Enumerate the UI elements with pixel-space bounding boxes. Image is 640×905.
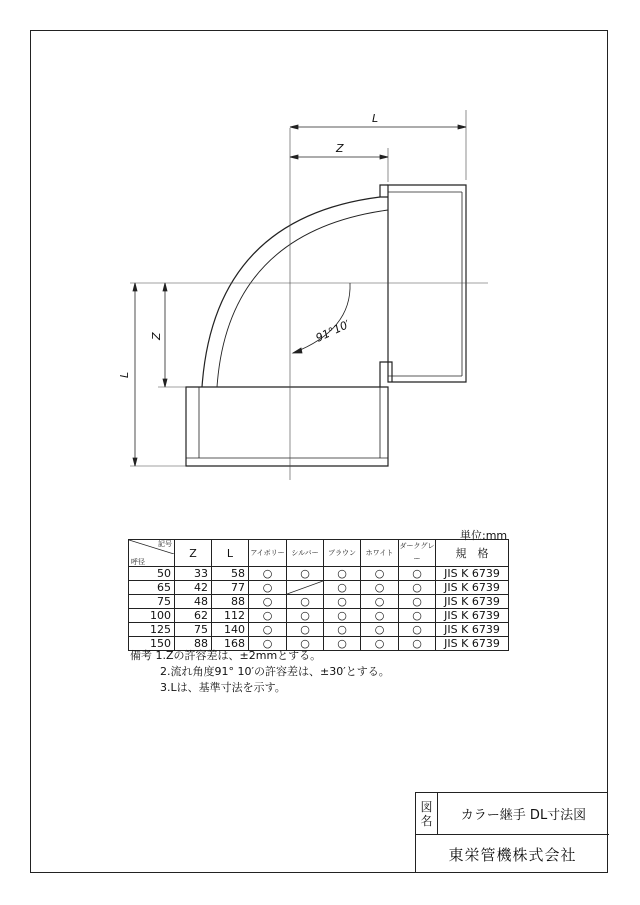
cell-white: ○ [361,623,399,637]
drawing-title: カラー継手 DL寸法図 [460,808,587,823]
cell-Z: 42 [175,581,212,595]
cell-darkgray: ○ [399,637,436,651]
cell-silver: ○ [287,623,324,637]
header-corner-top: 記号 [158,540,172,548]
cell-std: JIS K 6739 [436,595,509,609]
cell-white: ○ [361,609,399,623]
header-standard: 規 格 [436,540,509,567]
header-l: L [212,540,249,567]
note-2: 2.流れ角度91° 10′の許容差は、±30′とする。 [160,665,390,678]
header-darkgray: ダークグレー [399,540,436,567]
cell-size: 65 [129,581,175,595]
dim-Z-left: Z [150,332,163,340]
cell-Z: 33 [175,567,212,581]
unit-label: 単位:mm [460,529,508,542]
cell-brown: ○ [324,567,361,581]
cell-brown: ○ [324,609,361,623]
note-1: 1.Zの許容差は、±2mmとする。 [155,649,322,662]
header-white: ホワイト [361,540,399,567]
elbow-outer-arc [202,197,380,387]
cell-brown: ○ [324,581,361,595]
cell-L: 88 [212,595,249,609]
cell-L: 140 [212,623,249,637]
header-brown: ブラウン [324,540,361,567]
cell-darkgray: ○ [399,595,436,609]
dim-Z-top: Z [336,142,344,155]
header-silver: シルバー [287,540,324,567]
cell-ivory: ○ [249,581,287,595]
cell-std: JIS K 6739 [436,637,509,651]
cell-size: 50 [129,567,175,581]
notes [130,648,390,696]
cell-ivory: ○ [249,609,287,623]
cell-ivory: ○ [249,567,287,581]
cell-Z: 75 [175,623,212,637]
cell-darkgray: ○ [399,581,436,595]
cell-white: ○ [361,595,399,609]
cell-std: JIS K 6739 [436,581,509,595]
table-row [129,609,509,623]
cell-size: 100 [129,609,175,623]
notes-label: 備考 [130,649,152,662]
cell-darkgray: ○ [399,609,436,623]
cell-size: 125 [129,623,175,637]
cell-white: ○ [361,637,399,651]
title-block [415,792,608,873]
cell-ivory: ○ [249,623,287,637]
cell-silver: ○ [287,595,324,609]
cell-L: 168 [212,637,249,651]
cell-Z: 88 [175,637,212,651]
header-corner-bottom: 呼径 [131,558,145,566]
cell-darkgray: ○ [399,567,436,581]
table-row [129,595,509,609]
title-block-label: 図名 [416,793,438,834]
cell-std: JIS K 6739 [436,567,509,581]
cell-size: 75 [129,595,175,609]
cell-ivory: ○ [249,637,287,651]
angle-label: 91°10′ [313,317,352,345]
cell-silver: ○ [287,567,324,581]
cell-silver [287,581,324,595]
cell-white: ○ [361,581,399,595]
spec-table [128,539,509,651]
note-3: 3.Lは、基準寸法を示す。 [160,681,286,694]
table-row [129,581,509,595]
cell-L: 58 [212,567,249,581]
bottom-socket [186,387,388,466]
cell-Z: 48 [175,595,212,609]
dim-L-left: L [118,371,131,378]
cell-darkgray: ○ [399,623,436,637]
cell-silver: ○ [287,637,324,651]
company-name: 東栄管機株式会社 [448,846,577,864]
cell-silver: ○ [287,609,324,623]
cell-white: ○ [361,567,399,581]
cell-Z: 62 [175,609,212,623]
dim-L-top: L [372,112,379,125]
table-row [129,623,509,637]
cell-brown: ○ [324,637,361,651]
elbow-inner-arc [217,210,388,387]
cell-size: 150 [129,637,175,651]
table-row [129,567,509,581]
header-ivory: アイボリー [249,540,287,567]
cell-std: JIS K 6739 [436,623,509,637]
cell-ivory: ○ [249,595,287,609]
top-socket [388,185,466,382]
cell-L: 112 [212,609,249,623]
not-available-slash [287,581,323,594]
header-z: Z [175,540,212,567]
header-corner [129,540,175,567]
cell-brown: ○ [324,595,361,609]
cell-L: 77 [212,581,249,595]
cell-std: JIS K 6739 [436,609,509,623]
cell-brown: ○ [324,623,361,637]
